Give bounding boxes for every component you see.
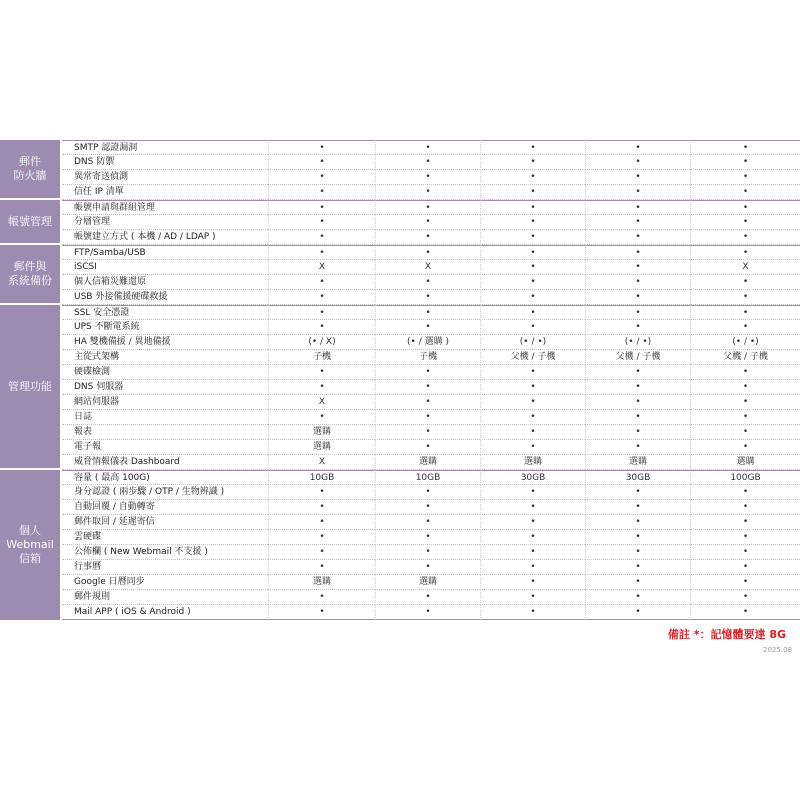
category-cell [0, 470, 60, 620]
category-label-line: 防火牆 [13, 169, 47, 182]
feature-label: 個人信箱災難還原 [62, 275, 268, 290]
value-cell: • [585, 155, 690, 170]
value-cell: • [585, 515, 690, 530]
value-cell: • [480, 365, 585, 380]
value-cell: • [480, 155, 585, 170]
value-cell: 選購 [268, 425, 375, 440]
value-cell: • [375, 290, 480, 305]
value-cell: • [690, 500, 800, 515]
feature-label: DNS 伺服器 [62, 380, 268, 395]
value-cell: • [480, 275, 585, 290]
value-cell: • [268, 365, 375, 380]
value-cell: • [690, 575, 800, 590]
value-cell: • [268, 230, 375, 245]
value-cell: • [690, 515, 800, 530]
value-cell: • [268, 530, 375, 545]
value-cell: • [690, 530, 800, 545]
value-cell: • [375, 500, 480, 515]
value-cell: • [585, 530, 690, 545]
value-cell: • [375, 215, 480, 230]
value-cell: • [480, 200, 585, 215]
value-cell: • [585, 365, 690, 380]
category-label-line: 系統備份 [8, 274, 52, 287]
value-cell: • [690, 230, 800, 245]
value-cell: • [375, 485, 480, 500]
feature-label: iSCSI [62, 260, 268, 275]
value-cell: • [268, 215, 375, 230]
feature-label: USB 外接備援硬碟救援 [62, 290, 268, 305]
feature-label: 日誌 [62, 410, 268, 425]
value-cell: • [585, 380, 690, 395]
value-cell: • [585, 545, 690, 560]
value-cell: 30GB [480, 470, 585, 485]
value-cell: X [268, 455, 375, 470]
category-cell [0, 245, 60, 305]
value-cell: • [375, 605, 480, 620]
feature-label: 硬碟檢測 [62, 365, 268, 380]
value-cell: • [585, 575, 690, 590]
value-cell: • [585, 605, 690, 620]
feature-label: 分層管理 [62, 215, 268, 230]
value-cell: • [480, 305, 585, 320]
value-cell: • [690, 365, 800, 380]
value-cell: • [268, 545, 375, 560]
value-cell: • [690, 320, 800, 335]
value-cell: • [690, 425, 800, 440]
value-cell: • [690, 395, 800, 410]
value-cell: • [480, 395, 585, 410]
value-cell: • [268, 305, 375, 320]
value-cell: • [690, 215, 800, 230]
value-cell: • [375, 380, 480, 395]
feature-label: 郵件規則 [62, 590, 268, 605]
category-cell [0, 140, 60, 200]
value-cell: • [268, 590, 375, 605]
value-cell: 選購 [690, 455, 800, 470]
value-cell: • [690, 155, 800, 170]
category-label-line: Webmail [6, 538, 54, 551]
feature-label: 威脅情報儀表 Dashboard [62, 455, 268, 470]
feature-label: 電子報 [62, 440, 268, 455]
value-cell: • [585, 425, 690, 440]
value-cell: • [480, 290, 585, 305]
feature-label: SSL 安全憑證 [62, 305, 268, 320]
value-cell: 選購 [375, 455, 480, 470]
value-cell: 100GB [690, 470, 800, 485]
value-cell: • [690, 245, 800, 260]
value-cell: • [585, 245, 690, 260]
feature-label: DNS 防禦 [62, 155, 268, 170]
value-cell: 子機 [375, 350, 480, 365]
feature-label: 異常寄送偵測 [62, 170, 268, 185]
feature-label: 行事曆 [62, 560, 268, 575]
value-cell: • [375, 395, 480, 410]
value-cell: 選購 [268, 440, 375, 455]
value-cell: • [585, 230, 690, 245]
value-cell: • [480, 170, 585, 185]
feature-label: Mail APP ( iOS & Android ) [62, 605, 268, 620]
value-cell: • [690, 545, 800, 560]
value-cell: X [690, 260, 800, 275]
value-cell: • [585, 200, 690, 215]
value-cell: • [585, 275, 690, 290]
value-cell: • [690, 410, 800, 425]
value-cell: • [375, 590, 480, 605]
value-cell: • [690, 560, 800, 575]
value-cell: (• / •) [690, 335, 800, 350]
category-label-line: 郵件與 [13, 260, 47, 273]
value-cell: • [268, 275, 375, 290]
value-cell: (• / •) [585, 335, 690, 350]
feature-label: 身分認證 ( 兩步驟 / OTP / 生物辨識 ) [62, 485, 268, 500]
value-cell: • [268, 605, 375, 620]
value-cell: • [480, 215, 585, 230]
value-cell: • [480, 245, 585, 260]
value-cell: • [268, 560, 375, 575]
value-cell: • [585, 305, 690, 320]
feature-label: 帳號申請與群組管理 [62, 200, 268, 215]
value-cell: • [585, 140, 690, 155]
value-cell: • [375, 560, 480, 575]
value-cell: 選購 [480, 455, 585, 470]
value-cell: • [375, 140, 480, 155]
value-cell: • [690, 590, 800, 605]
feature-label: 郵件取回 / 延遲寄信 [62, 515, 268, 530]
value-cell: • [268, 515, 375, 530]
value-cell: • [690, 275, 800, 290]
value-cell: • [375, 425, 480, 440]
value-cell: • [690, 200, 800, 215]
value-cell: • [375, 275, 480, 290]
value-cell: • [375, 185, 480, 200]
value-cell: • [268, 170, 375, 185]
value-cell: • [480, 545, 585, 560]
value-cell: • [375, 410, 480, 425]
value-cell: • [480, 560, 585, 575]
value-cell: 30GB [585, 470, 690, 485]
category-cell [0, 200, 60, 245]
value-cell: • [585, 215, 690, 230]
value-cell: • [585, 590, 690, 605]
feature-label: 自動回覆 / 自動轉寄 [62, 500, 268, 515]
category-cell [0, 305, 60, 470]
value-cell: • [375, 245, 480, 260]
value-cell: • [375, 440, 480, 455]
value-cell: • [585, 440, 690, 455]
feature-label: Google 日曆同步 [62, 575, 268, 590]
value-cell: • [375, 305, 480, 320]
value-cell: • [480, 605, 585, 620]
value-cell: • [375, 530, 480, 545]
value-cell: X [375, 260, 480, 275]
feature-label: 信任 IP 清單 [62, 185, 268, 200]
value-cell: • [690, 305, 800, 320]
value-cell: • [375, 155, 480, 170]
value-cell: • [375, 200, 480, 215]
value-cell: 子機 [268, 350, 375, 365]
feature-label: 網站伺服器 [62, 395, 268, 410]
value-cell: • [585, 260, 690, 275]
value-cell: • [268, 500, 375, 515]
value-cell: • [690, 380, 800, 395]
value-cell: • [480, 140, 585, 155]
value-cell: • [690, 605, 800, 620]
value-cell: • [268, 185, 375, 200]
value-cell: • [375, 545, 480, 560]
value-cell: 父機 / 子機 [585, 350, 690, 365]
value-cell: • [375, 365, 480, 380]
value-cell: • [480, 320, 585, 335]
value-cell: • [690, 140, 800, 155]
value-cell: X [268, 260, 375, 275]
value-cell: • [585, 410, 690, 425]
value-cell: • [480, 440, 585, 455]
value-cell: • [480, 590, 585, 605]
value-cell: • [480, 260, 585, 275]
feature-label: 公佈欄 ( New Webmail 不支援 ) [62, 545, 268, 560]
feature-label: 主從式架構 [62, 350, 268, 365]
value-cell: • [480, 410, 585, 425]
value-cell: 選購 [585, 455, 690, 470]
value-cell: • [480, 485, 585, 500]
value-cell: • [480, 500, 585, 515]
category-label-line: 帳號管理 [8, 214, 52, 228]
value-cell: • [268, 200, 375, 215]
value-cell: • [690, 290, 800, 305]
category-label-line: 管理功能 [8, 379, 52, 393]
value-cell: X [268, 395, 375, 410]
value-cell: • [268, 410, 375, 425]
value-cell: • [268, 155, 375, 170]
category-label-line: 個人 [19, 524, 41, 537]
value-cell: • [585, 320, 690, 335]
value-cell: 選購 [268, 575, 375, 590]
value-cell: (• / •) [480, 335, 585, 350]
value-cell: • [480, 380, 585, 395]
value-cell: • [268, 485, 375, 500]
value-cell: • [268, 140, 375, 155]
value-cell: • [480, 575, 585, 590]
value-cell: • [585, 485, 690, 500]
value-cell: (• / 選購 ) [375, 335, 480, 350]
value-cell: • [690, 170, 800, 185]
value-cell: • [585, 290, 690, 305]
footnote: 備註 *：記憶體要達 8G [667, 628, 786, 641]
value-cell: 選購 [375, 575, 480, 590]
value-cell: (• / X) [268, 335, 375, 350]
value-cell: • [375, 170, 480, 185]
value-cell: • [268, 380, 375, 395]
value-cell: • [690, 185, 800, 200]
value-cell: • [480, 425, 585, 440]
value-cell: • [375, 320, 480, 335]
value-cell: • [585, 500, 690, 515]
category-label-line: 信箱 [19, 552, 41, 565]
value-cell: • [268, 320, 375, 335]
date-label: 2025.08 [763, 646, 792, 654]
feature-label: 雲硬碟 [62, 530, 268, 545]
value-cell: • [690, 440, 800, 455]
value-cell: • [585, 560, 690, 575]
feature-label: SMTP 認證漏洞 [62, 140, 268, 155]
value-cell: • [375, 230, 480, 245]
feature-label: 容量 ( 最高 100G) [62, 470, 268, 485]
value-cell: • [585, 185, 690, 200]
feature-label: UPS 不斷電系統 [62, 320, 268, 335]
feature-label: HA 雙機備援 / 異地備援 [62, 335, 268, 350]
value-cell: 父機 / 子機 [480, 350, 585, 365]
value-cell: • [585, 395, 690, 410]
feature-comparison-table [0, 140, 800, 620]
feature-label: 帳號建立方式 ( 本機 / AD / LDAP ) [62, 230, 268, 245]
value-cell: • [375, 515, 480, 530]
category-label-line: 郵件 [19, 155, 41, 168]
value-cell: • [268, 290, 375, 305]
value-cell: • [480, 185, 585, 200]
value-cell: • [690, 485, 800, 500]
value-cell: • [480, 515, 585, 530]
value-cell: 父機 / 子機 [690, 350, 800, 365]
value-cell: • [268, 245, 375, 260]
feature-label: FTP/Samba/USB [62, 245, 268, 260]
value-cell: • [480, 530, 585, 545]
value-cell: • [585, 170, 690, 185]
feature-label: 報表 [62, 425, 268, 440]
value-cell: 10GB [268, 470, 375, 485]
value-cell: 10GB [375, 470, 480, 485]
value-cell: • [480, 230, 585, 245]
